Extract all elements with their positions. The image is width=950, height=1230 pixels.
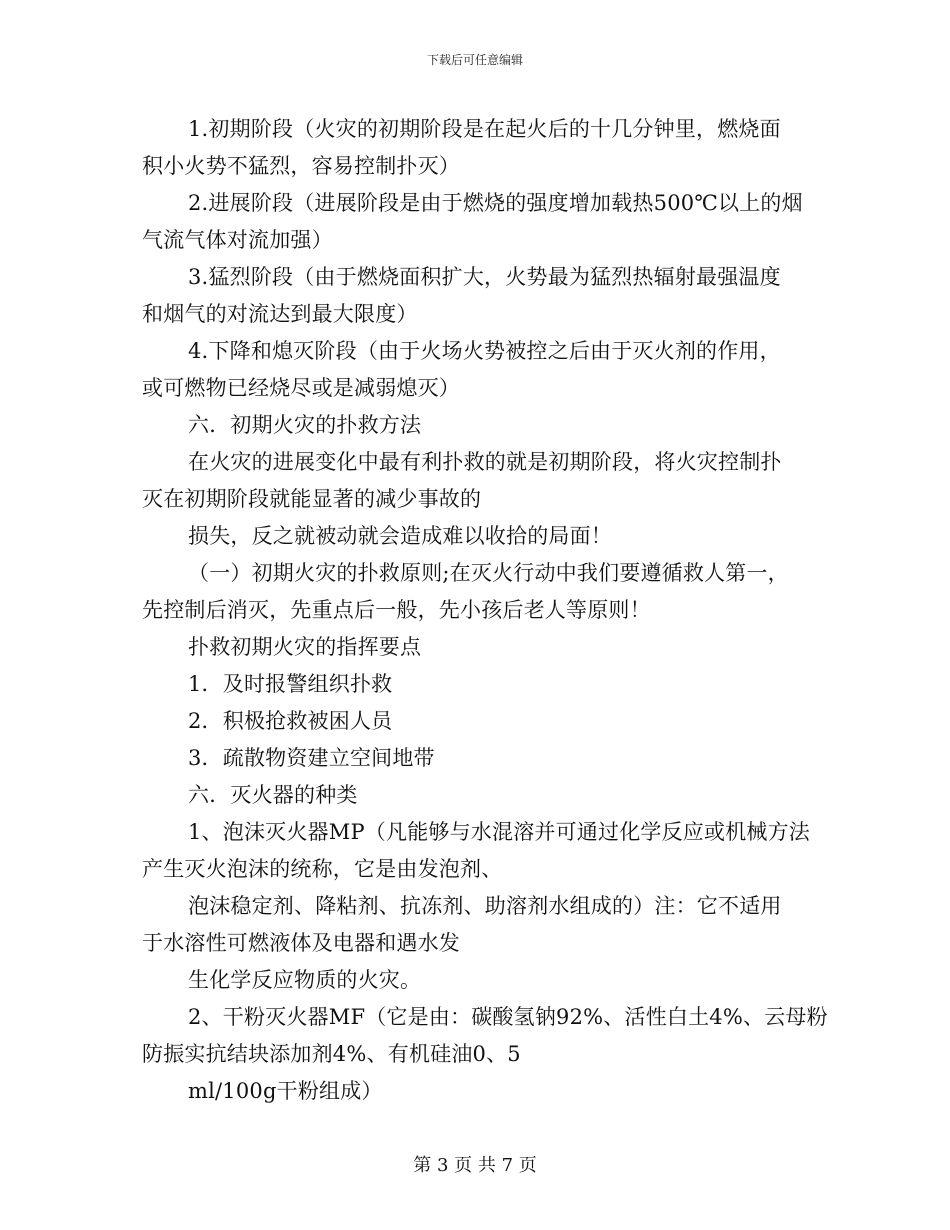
text-line: 2.进展阶段（进展阶段是由于燃烧的强度增加载热500℃以上的烟 [188, 191, 803, 215]
text-line: 产生灭火泡沫的统称，它是由发泡剂、 [142, 857, 503, 881]
text-line: 积小火势不猛烈，容易控制扑灭） [142, 154, 460, 178]
text-line: 2、干粉灭火器MF（它是由：碳酸氢钠92%、活性白土4%、云母粉 [188, 1005, 828, 1029]
text-line: ml/100g干粉组成） [188, 1079, 383, 1103]
page-header: 下载后可任意编辑 [426, 53, 523, 67]
text-line: （一）初期火灾的扑救原则;在灭火行动中我们要遵循救人第一， [188, 561, 789, 585]
text-line: 3．疏散物资建立空间地带 [188, 746, 435, 770]
text-line: 1.初期阶段（火灾的初期阶段是在起火后的十几分钟里，燃烧面 [188, 117, 781, 141]
text-line: 灭在初期阶段就能显著的减少事故的 [142, 487, 482, 511]
text-line: 扑救初期火灾的指挥要点 [188, 635, 422, 659]
text-line: 或可燃物已经烧尽或是减弱熄灭） [142, 376, 460, 400]
text-line: 气流气体对流加强） [142, 228, 333, 252]
text-line: 防振实抗结块添加剂4%、有机硅油0、5 [142, 1042, 521, 1066]
text-line: 4.下降和熄灭阶段（由于火场火势被控之后由于灭火剂的作用， [188, 339, 781, 363]
page-footer: 第 3 页 共 7 页 [413, 1155, 537, 1176]
text-line: 1．及时报警组织扑救 [188, 672, 393, 696]
text-line: 损失，反之就被动就会造成难以收拾的局面！ [188, 524, 612, 548]
text-line: 泡沫稳定剂、降粘剂、抗冻剂、助溶剂水组成的）注：它不适用 [188, 894, 782, 918]
text-line: 六．初期火灾的扑救方法 [188, 413, 422, 437]
text-line: 1、泡沫灭火器MP（凡能够与水混溶并可通过化学反应或机械方法 [188, 820, 810, 844]
text-line: 和烟气的对流达到最大限度） [142, 302, 418, 326]
text-line: 生化学反应物质的火灾。 [188, 968, 422, 992]
text-line: 六．灭火器的种类 [188, 783, 358, 807]
text-line: 先控制后消灭，先重点后一般，先小孩后老人等原则！ [142, 598, 651, 622]
text-line: 于水溶性可燃液体及电器和遇水发 [142, 931, 460, 955]
document-body [142, 111, 828, 1110]
text-line: 在火灾的进展变化中最有利扑救的就是初期阶段，将火灾控制扑 [188, 450, 782, 474]
text-line: 2．积极抢救被困人员 [188, 709, 393, 733]
text-line: 3.猛烈阶段（由于燃烧面积扩大，火势最为猛烈热辐射最强温度 [188, 265, 781, 289]
